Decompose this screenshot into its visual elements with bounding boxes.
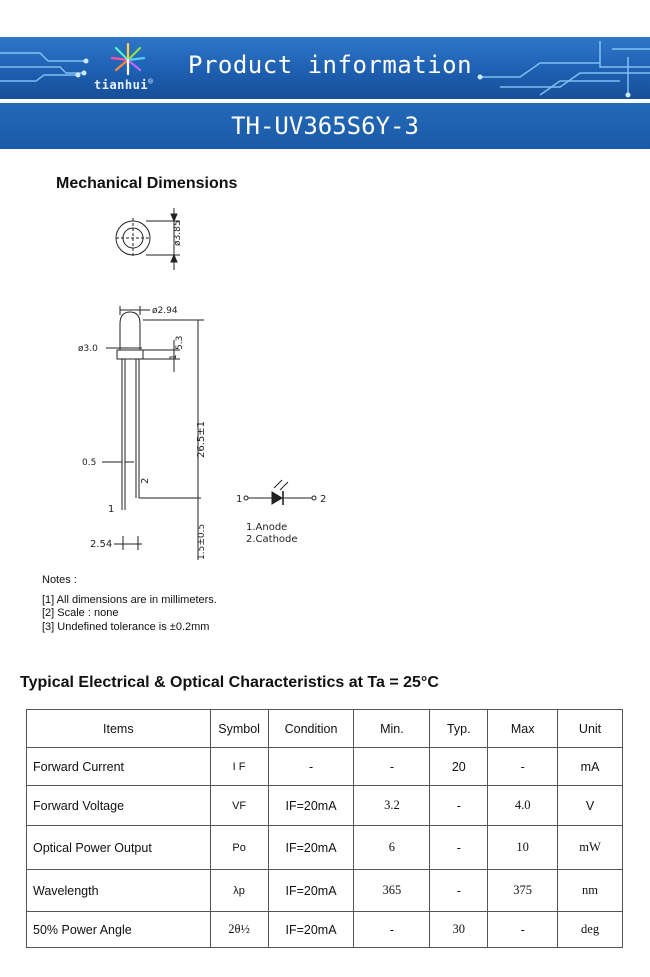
- table-row: [27, 748, 623, 786]
- schematic-pin-2: 2: [320, 494, 327, 505]
- table-cell: mW: [558, 826, 623, 870]
- dim-lead-len: 26.5±1: [196, 420, 207, 458]
- table-cell: 6: [354, 826, 430, 870]
- table-cell: 10: [488, 826, 558, 870]
- table-cell: I F: [210, 748, 268, 786]
- header-cell: Symbol: [210, 710, 268, 748]
- banner-title: Product information: [188, 51, 473, 79]
- table-cell: Forward Current: [27, 748, 211, 786]
- pin-1-label: 1: [108, 504, 115, 515]
- table-row: [27, 912, 623, 948]
- header-banner: [0, 37, 650, 99]
- table-cell: 365: [354, 870, 430, 912]
- header-cell: Condition: [268, 710, 354, 748]
- header-cell: Items: [27, 710, 211, 748]
- table-row: [27, 870, 623, 912]
- header-cell: Unit: [558, 710, 623, 748]
- table-cell: 3.2: [354, 786, 430, 826]
- table-cell: IF=20mA: [268, 912, 354, 948]
- table-cell: -: [430, 786, 488, 826]
- table-row: [27, 786, 623, 826]
- model-number: TH-UV365S6Y-3: [231, 112, 419, 140]
- table-cell: λp: [210, 870, 268, 912]
- table-header-row: [27, 710, 623, 748]
- table-cell: -: [354, 748, 430, 786]
- dim-flange: 1: [169, 354, 179, 360]
- table-cell: V: [558, 786, 623, 826]
- table-cell: -: [430, 870, 488, 912]
- side-view: [78, 306, 207, 560]
- header-cell: Max: [488, 710, 558, 748]
- top-view: [116, 208, 183, 270]
- diode-schematic: [236, 480, 326, 545]
- note-item: [3] Undefined tolerance is ±0.2mm: [42, 620, 210, 633]
- dim-lead-width: 0.5: [82, 458, 97, 468]
- table-cell: -: [488, 912, 558, 948]
- table-cell: IF=20mA: [268, 826, 354, 870]
- brand-wordmark: tianhui®: [94, 77, 154, 92]
- characteristics-table: [26, 709, 623, 948]
- table-cell: mA: [558, 748, 623, 786]
- table-cell: Po: [210, 826, 268, 870]
- table-row: [27, 826, 623, 870]
- pin-2-label: 2: [140, 477, 151, 484]
- table-cell: Optical Power Output: [27, 826, 211, 870]
- table-cell: 50% Power Angle: [27, 912, 211, 948]
- table-cell: nm: [558, 870, 623, 912]
- table-cell: -: [268, 748, 354, 786]
- dim-head-len: 5.3: [175, 335, 185, 350]
- table-cell: 375: [488, 870, 558, 912]
- note-item: [2] Scale : none: [42, 607, 119, 619]
- table-cell: -: [488, 748, 558, 786]
- dim-tail: 1.5±0.5: [197, 523, 207, 560]
- table-cell: -: [430, 826, 488, 870]
- dim-body-dia: ø3.0: [78, 344, 98, 354]
- note-item: [1] All dimensions are in millimeters.: [42, 593, 217, 606]
- dim-top-dia: ø3.85: [173, 220, 183, 246]
- table-cell: Forward Voltage: [27, 786, 211, 826]
- notes-heading: Notes :: [42, 574, 77, 586]
- table-cell: 30: [430, 912, 488, 948]
- schematic-legend-cathode: 2.Cathode: [246, 534, 298, 545]
- table-cell: -: [354, 912, 430, 948]
- table-cell: VF: [210, 786, 268, 826]
- model-bar: [0, 103, 650, 149]
- schematic-pin-1: 1: [236, 494, 243, 505]
- table-cell: Wavelength: [27, 870, 211, 912]
- mechanical-dimensions-title: Mechanical Dimensions: [56, 175, 238, 192]
- table-cell: 2θ½: [210, 912, 268, 948]
- dim-lens-dia: ø2.94: [152, 306, 178, 316]
- notes: [42, 574, 217, 634]
- table-cell: IF=20mA: [268, 786, 354, 826]
- table-cell: 4.0: [488, 786, 558, 826]
- schematic-legend-anode: 1.Anode: [246, 522, 288, 533]
- header-cell: Min.: [354, 710, 430, 748]
- header-cell: Typ.: [430, 710, 488, 748]
- table-cell: deg: [558, 912, 623, 948]
- dim-pitch: 2.54: [90, 539, 113, 550]
- table-cell: 20: [430, 748, 488, 786]
- mechanical-drawing: [76, 200, 338, 578]
- characteristics-title: Typical Electrical & Optical Characteristics at Ta = 25°C: [20, 674, 439, 691]
- table-cell: IF=20mA: [268, 870, 354, 912]
